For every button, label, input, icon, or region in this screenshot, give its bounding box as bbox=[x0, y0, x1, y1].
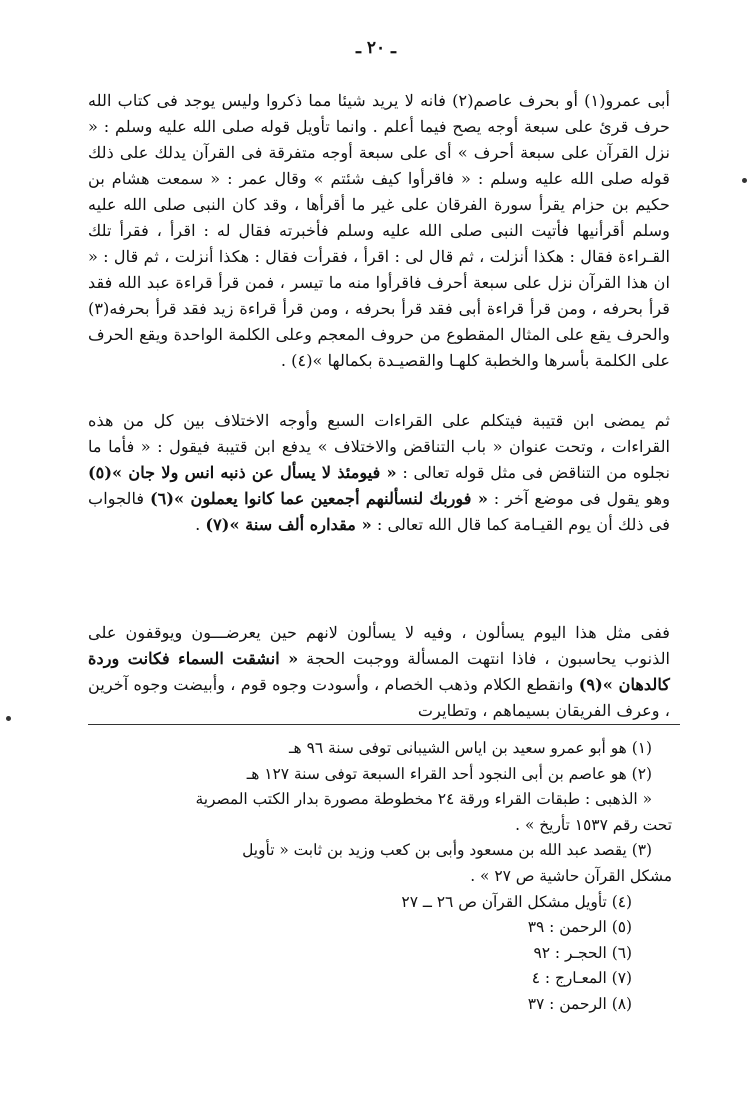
footnote-8: (٨) الرحمن : ٣٧ bbox=[527, 994, 632, 1013]
footnote-2-continued: « الذهبى : طبقات القراء ورقة ٢٤ مخطوطة مصورة بدار الكتب المصرية bbox=[195, 790, 652, 809]
paragraph-3-text-a: ففى مثل هذا اليوم يسألون ، وفيه لا يسألون لانهم حين يعرضـــون ويوقفون على الذنوب يحاسبون ، فاذا انتهت المسألة ووجبت الحجة bbox=[88, 623, 671, 668]
paragraph-3 bbox=[88, 620, 670, 724]
footnote-2-continued: تحت رقم ١٥٣٧ تأريخ » . bbox=[515, 815, 672, 834]
footnote-5: (٥) الرحمن : ٣٩ bbox=[527, 918, 632, 937]
footnote-7: (٧) المعـارج : ٤ bbox=[531, 969, 632, 988]
paragraph-2-text-e: . bbox=[195, 515, 206, 534]
quran-quote-2: « فوربك لنسألنهم أجمعين عما كانوا يعملون »(٦) bbox=[150, 489, 488, 508]
margin-speck bbox=[742, 178, 747, 183]
margin-speck bbox=[6, 716, 11, 721]
footnote-3-continued: مشكل القرآن حاشية ص ٢٧ » . bbox=[470, 866, 672, 885]
paragraph-2-text-a: ثم يمضى ابن قتيبة فيتكلم على القراءات السبع وأوجه الاختلاف بين كل من هذه القراءات ، وتحت عنوان « باب التناقض والاختلاف » يدفع ابن قتيبة فيقول : « فأما ما نجلوه من التناقض فى مثل قوله تعالى : bbox=[88, 411, 671, 482]
quran-quote-4: « انشقت السماء فكانت وردة كالدهان »(٩) bbox=[88, 649, 670, 694]
quran-quote-3: « مقداره ألف سنة »(٧) bbox=[205, 515, 372, 534]
quran-quote-1: « فيومئذ لا يسأل عن ذنبه انس ولا جان »(٥) bbox=[88, 463, 397, 482]
footnote-divider bbox=[88, 724, 680, 725]
footnote-1: (١) هو أبو عمرو سعيد بن اياس الشيبانى توفى سنة ٩٦ هـ bbox=[289, 739, 652, 757]
paragraph-3-text-c: وانقطع الكلام وذهب الخصام ، وأسودت وجوه قوم ، وأبيضت وجوه آخرين ، وعرف الفريقان بسيماهم ، وتطايرت bbox=[88, 675, 670, 720]
footnote-3: (٣) يقصد عبد الله بن مسعود وأبى بن كعب وزيد بن ثابت « تأويل bbox=[242, 841, 652, 860]
footnote-4: (٤) تأويل مشكل القرآن ص ٢٦ ــ ٢٧ bbox=[401, 892, 632, 911]
footnote-6: (٦) الحجـر : ٩٢ bbox=[533, 943, 632, 962]
paragraph-2-text-c: وهو يقول فى موضع آخر : bbox=[487, 489, 671, 508]
page-number: ـ ٢٠ ـ bbox=[355, 38, 397, 58]
paragraph-2 bbox=[88, 408, 670, 538]
paragraph-1: أبى عمرو(١) أو بحرف عاصم(٢) فانه لا يريد شيئا مما ذكروا وليس يوجد فى كتاب الله حرف قرئ على سبعة أوجه يصح فيما أعلم . وانما تأويل قوله صلى الله عليه وسلم : « نزل القرآن على سبعة أحرف » أى على سبعة أوجه متفرقة فى القرآن يدلك على ذلك قوله صلى الله عليه وسلم : « فاقرأوا كيف شئتم » وقال عمر : « سمعت هشام بن حكيم بن حزام يقرأ سورة الفرقان على غير ما أقرأها ، وقد كان النبى صلى الله عليه وسلم أقرأنيها فأتيت النبى صلى الله عليه وسلم فأخبرته فقال له : اقرأ ، فقرأ تلك القـراءة فقال : هكذا أنزلت ، ثم قال لى : اقرأ ، فقرأت فقال : هكذا أنزلت ، ثم قال : « ان هذا القرآن نزل على سبعة أحرف فاقرأوا منه ما تيسر ، فمن قرأ قراءة عبد الله فقد قرأ بحرفه ، ومن قرأ قراءة أبى فقد قرأ بحرفه ، ومن قرأ قراءة زيد فقد قرأ بحرفه(٣) والحرف يقع على المثال المقطوع من حروف المعجم وعلى الكلمة الواحدة ويقع الحرف على الكلمة بأسرها والخطبة كلهـا والقصيـدة بكمالها »(٤) . bbox=[88, 91, 670, 370]
footnote-2: (٢) هو عاصم بن أبى النجود أحد القراء السبعة توفى سنة ١٢٧ هـ bbox=[246, 764, 652, 783]
footnotes-list bbox=[86, 736, 672, 1018]
paragraph-2-text-d: فالجواب فى ذلك أن يوم القيـامة كما قال الله تعالى : bbox=[88, 489, 670, 534]
